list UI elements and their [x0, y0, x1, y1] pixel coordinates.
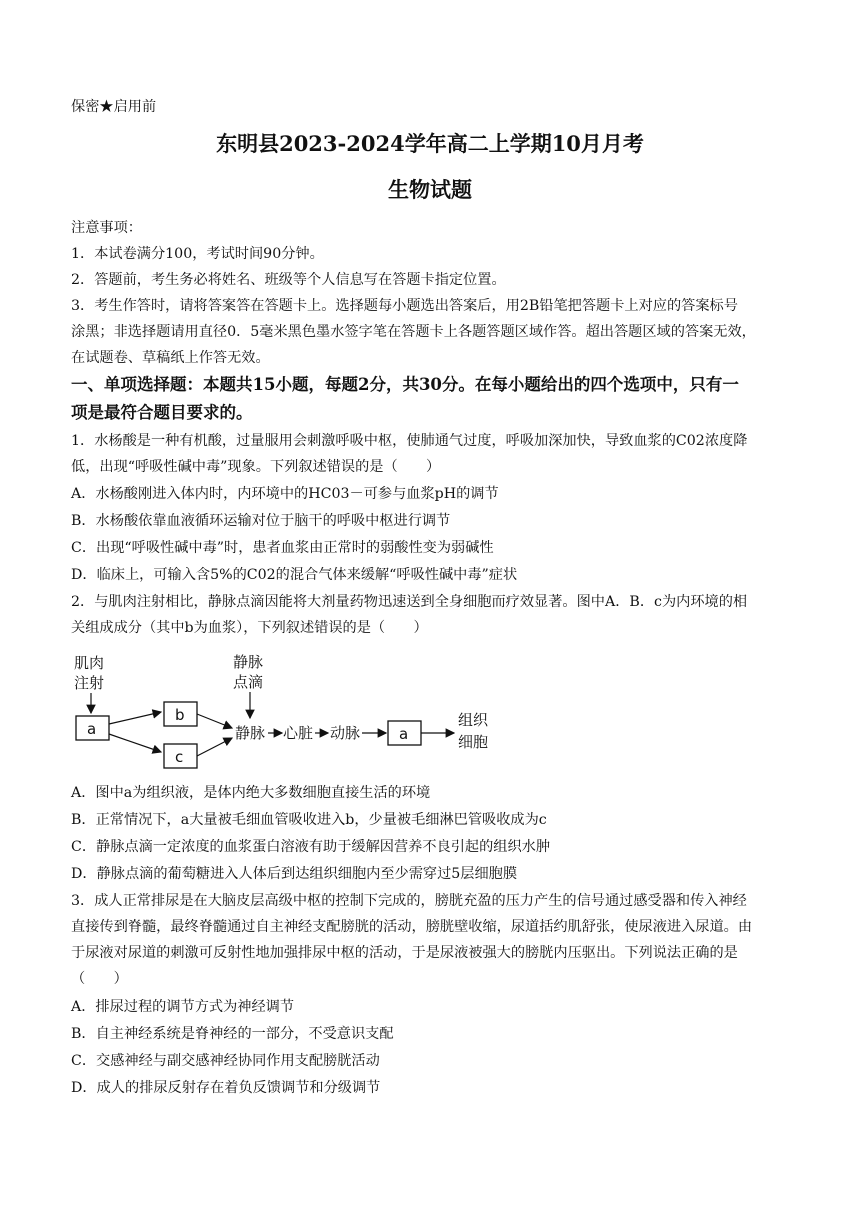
box-a2-label: a — [399, 725, 409, 743]
box-b-label: b — [175, 706, 185, 724]
q3-stem: 3．成人正常排尿是在大脑皮层高级中枢的控制下完成的，膀胱充盈的压力产生的信号通过感受器和传入神经 — [71, 893, 747, 909]
tissue-cell-label: 细胞 — [458, 733, 489, 751]
vein-label: 静脉 — [235, 724, 266, 742]
box-a-label: a — [87, 720, 97, 738]
confidential-label: 保密★启用前 — [71, 99, 157, 115]
q3-option-a: A．排尿过程的调节方式为神经调节 — [71, 999, 295, 1015]
muscle-injection-label: 注射 — [74, 674, 105, 692]
q1-option-d: D．临床上，可输入含5%的C02的混合气体来缓解“呼吸性碱中毒”症状 — [71, 567, 518, 583]
q1-option-c: C．出现“呼吸性碱中毒”时，患者血浆由正常时的弱酸性变为弱碱性 — [71, 540, 494, 556]
q1-option-b: B．水杨酸依靠血液循环运输对位于脑干的呼吸中枢进行调节 — [71, 513, 451, 529]
iv-drip-label: 点滴 — [233, 673, 264, 691]
circulation-diagram — [71, 650, 511, 775]
box-c-label: c — [175, 748, 184, 766]
arrow — [197, 738, 232, 756]
arrow — [197, 714, 232, 728]
section-heading: 一、单项选择题：本题共15小题，每题2分，共30分。在每小题给出的四个选项中，只有一 — [71, 375, 739, 394]
exam-title: 东明县2023-2024学年高二上学期10月月考 — [216, 131, 644, 156]
q3-stem-cont: 于尿液对尿道的刺激可反射性地加强排尿中枢的活动，于是尿液被强大的膀胱内压驱出。下列说法正确的是 — [71, 945, 738, 961]
q2-option-a: A．图中a为组织液，是体内绝大多数细胞直接生活的环境 — [71, 785, 431, 801]
q2-stem-cont: 关组成成分（其中b为血浆），下列叙述错误的是（ ） — [71, 620, 428, 636]
arrow — [109, 712, 161, 724]
q3-option-c: C．交感神经与副交感神经协同作用支配膀胱活动 — [71, 1053, 380, 1069]
tissue-cell-label: 组织 — [458, 711, 489, 729]
muscle-injection-label: 肌肉 — [74, 654, 105, 672]
q3-option-d: D．成人的排尿反射存在着负反馈调节和分级调节 — [71, 1080, 381, 1096]
notice-heading: 注意事项： — [71, 220, 142, 236]
section-heading-cont: 项是最符合题目要求的。 — [71, 403, 253, 422]
q2-option-c: C．静脉点滴一定浓度的血浆蛋白溶液有助于缓解因营养不良引起的组织水肿 — [71, 839, 551, 855]
arrow — [109, 734, 161, 752]
q1-stem: 1．水杨酸是一种有机酸，过量服用会刺激呼吸中枢，使肺通气过度，呼吸加深加快，导致血浆的C02浓度降 — [71, 433, 748, 449]
q2-option-b: B．正常情况下，a大量被毛细血管吸收进入b，少量被毛细淋巴管吸收成为c — [71, 812, 547, 828]
notice-item: 3．考生作答时，请将答案答在答题卡上。选择题每小题选出答案后，用2B铅笔把答题卡上对应的答案标号 — [71, 298, 738, 314]
q1-stem-cont: 低，出现“呼吸性碱中毒”现象。下列叙述错误的是（ ） — [71, 459, 441, 475]
notice-item: 涂黑；非选择题请用直径0．5毫米黑色墨水签字笔在答题卡上各题答题区域作答。超出答题区域的答案无效， — [71, 324, 756, 340]
notice-item: 1．本试卷满分100，考试时间90分钟。 — [71, 246, 324, 262]
artery-label: 动脉 — [330, 724, 361, 742]
q2-option-d: D．静脉点滴的葡萄糖进入人体后到达组织细胞内至少需穿过5层细胞膜 — [71, 866, 518, 882]
q2-stem: 2．与肌肉注射相比，静脉点滴因能将大剂量药物迅速送到全身细胞而疗效显著。图中A．B．c为内环境的相 — [71, 594, 748, 610]
q1-option-a: A．水杨酸刚进入体内时，内环境中的HC03－可参与血浆pH的调节 — [71, 486, 499, 502]
q3-option-b: B．自主神经系统是脊神经的一部分，不受意识支配 — [71, 1026, 394, 1042]
notice-item: 2．答题前，考生务必将姓名、班级等个人信息写在答题卡指定位置。 — [71, 272, 506, 288]
exam-subtitle: 生物试题 — [388, 177, 472, 202]
q3-stem-cont: 直接传到脊髓，最终脊髓通过自主神经支配膀胱的活动，膀胱壁收缩，尿道括约肌舒张，使尿液进入尿道。由 — [71, 919, 753, 935]
notice-item: 在试题卷、草稿纸上作答无效。 — [71, 350, 270, 366]
iv-drip-label: 静脉 — [233, 653, 264, 671]
q3-stem-cont: （ ） — [71, 971, 128, 987]
heart-label: 心脏 — [283, 724, 314, 742]
